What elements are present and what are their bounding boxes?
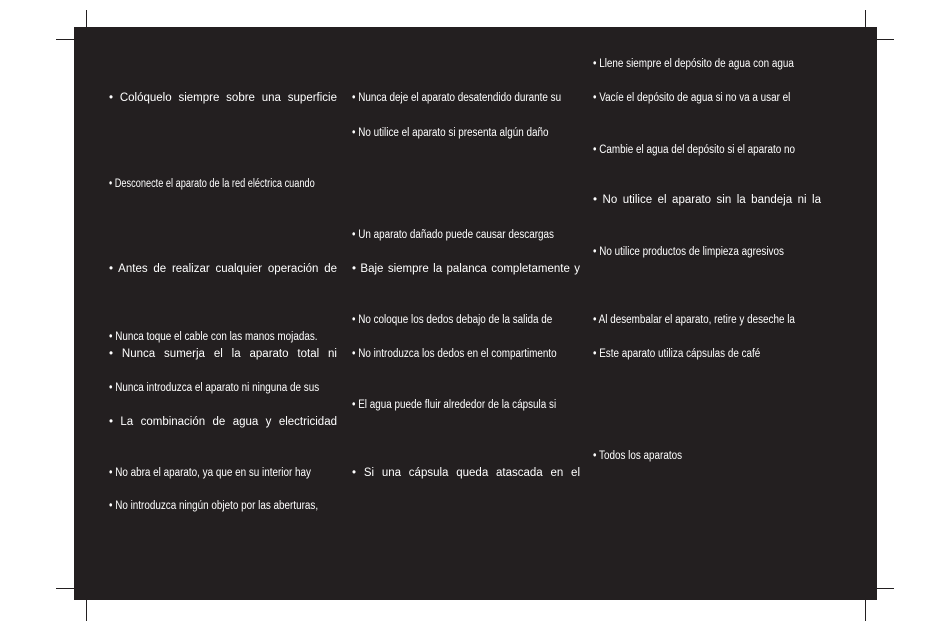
left-line-1: • Colóquelo siempre sobre una superficie (109, 92, 337, 104)
left-line-9: • No introduzca ningún objeto por las aberturas, (109, 500, 319, 512)
left-line-3: • Antes de realizar cualquier operación de (109, 263, 337, 275)
right-line-2: • Vacíe el depósito de agua si no va a usar el (593, 92, 791, 104)
left-line-4: • Nunca toque el cable con las manos mojadas. (109, 331, 318, 343)
middle-line-7: • El agua puede fluir alrededor de la cápsula si (352, 399, 557, 411)
left-line-5: • Nunca sumerja el la aparato total ni (109, 348, 337, 360)
left-line-8: • No abra el aparato, ya que en su interior hay (109, 467, 311, 479)
middle-line-6: • No introduzca los dedos en el compartimento (352, 348, 557, 360)
right-line-7: • Este aparato utiliza cápsulas de café (593, 348, 761, 360)
right-line-6: • Al desembalar el aparato, retire y deseche la (593, 314, 795, 326)
middle-line-5: • No coloque los dedos debajo de la salida de (352, 314, 553, 326)
middle-line-1: • Nunca deje el aparato desatendido durante su (352, 92, 562, 104)
crop-mark-bottom-left-vertical (86, 597, 87, 621)
middle-line-2: • No utilice el aparato si presenta algún daño (352, 127, 549, 139)
left-line-7: • La combinación de agua y electricidad (109, 416, 337, 428)
left-line-6: • Nunca introduzca el aparato ni ninguna de sus (109, 382, 320, 394)
middle-line-4: • Baje siempre la palanca completamente y (352, 263, 580, 275)
right-line-4: • No utilice el aparato sin la bandeja ni la (593, 194, 821, 206)
right-line-5: • No utilice productos de limpieza agresivos (593, 246, 784, 258)
middle-line-3: • Un aparato dañado puede causar descargas (352, 229, 554, 241)
right-line-3: • Cambie el agua del depósito si el aparato no (593, 144, 795, 156)
crop-mark-bottom-right-vertical (865, 597, 866, 621)
right-line-8: • Todos los aparatos (593, 450, 683, 462)
left-line-2: • Desconecte el aparato de la red eléctrica cuando (109, 178, 315, 190)
middle-line-8: • Si una cápsula queda atascada en el (352, 467, 580, 479)
right-line-1: • Llene siempre el depósito de agua con agua (593, 58, 794, 70)
